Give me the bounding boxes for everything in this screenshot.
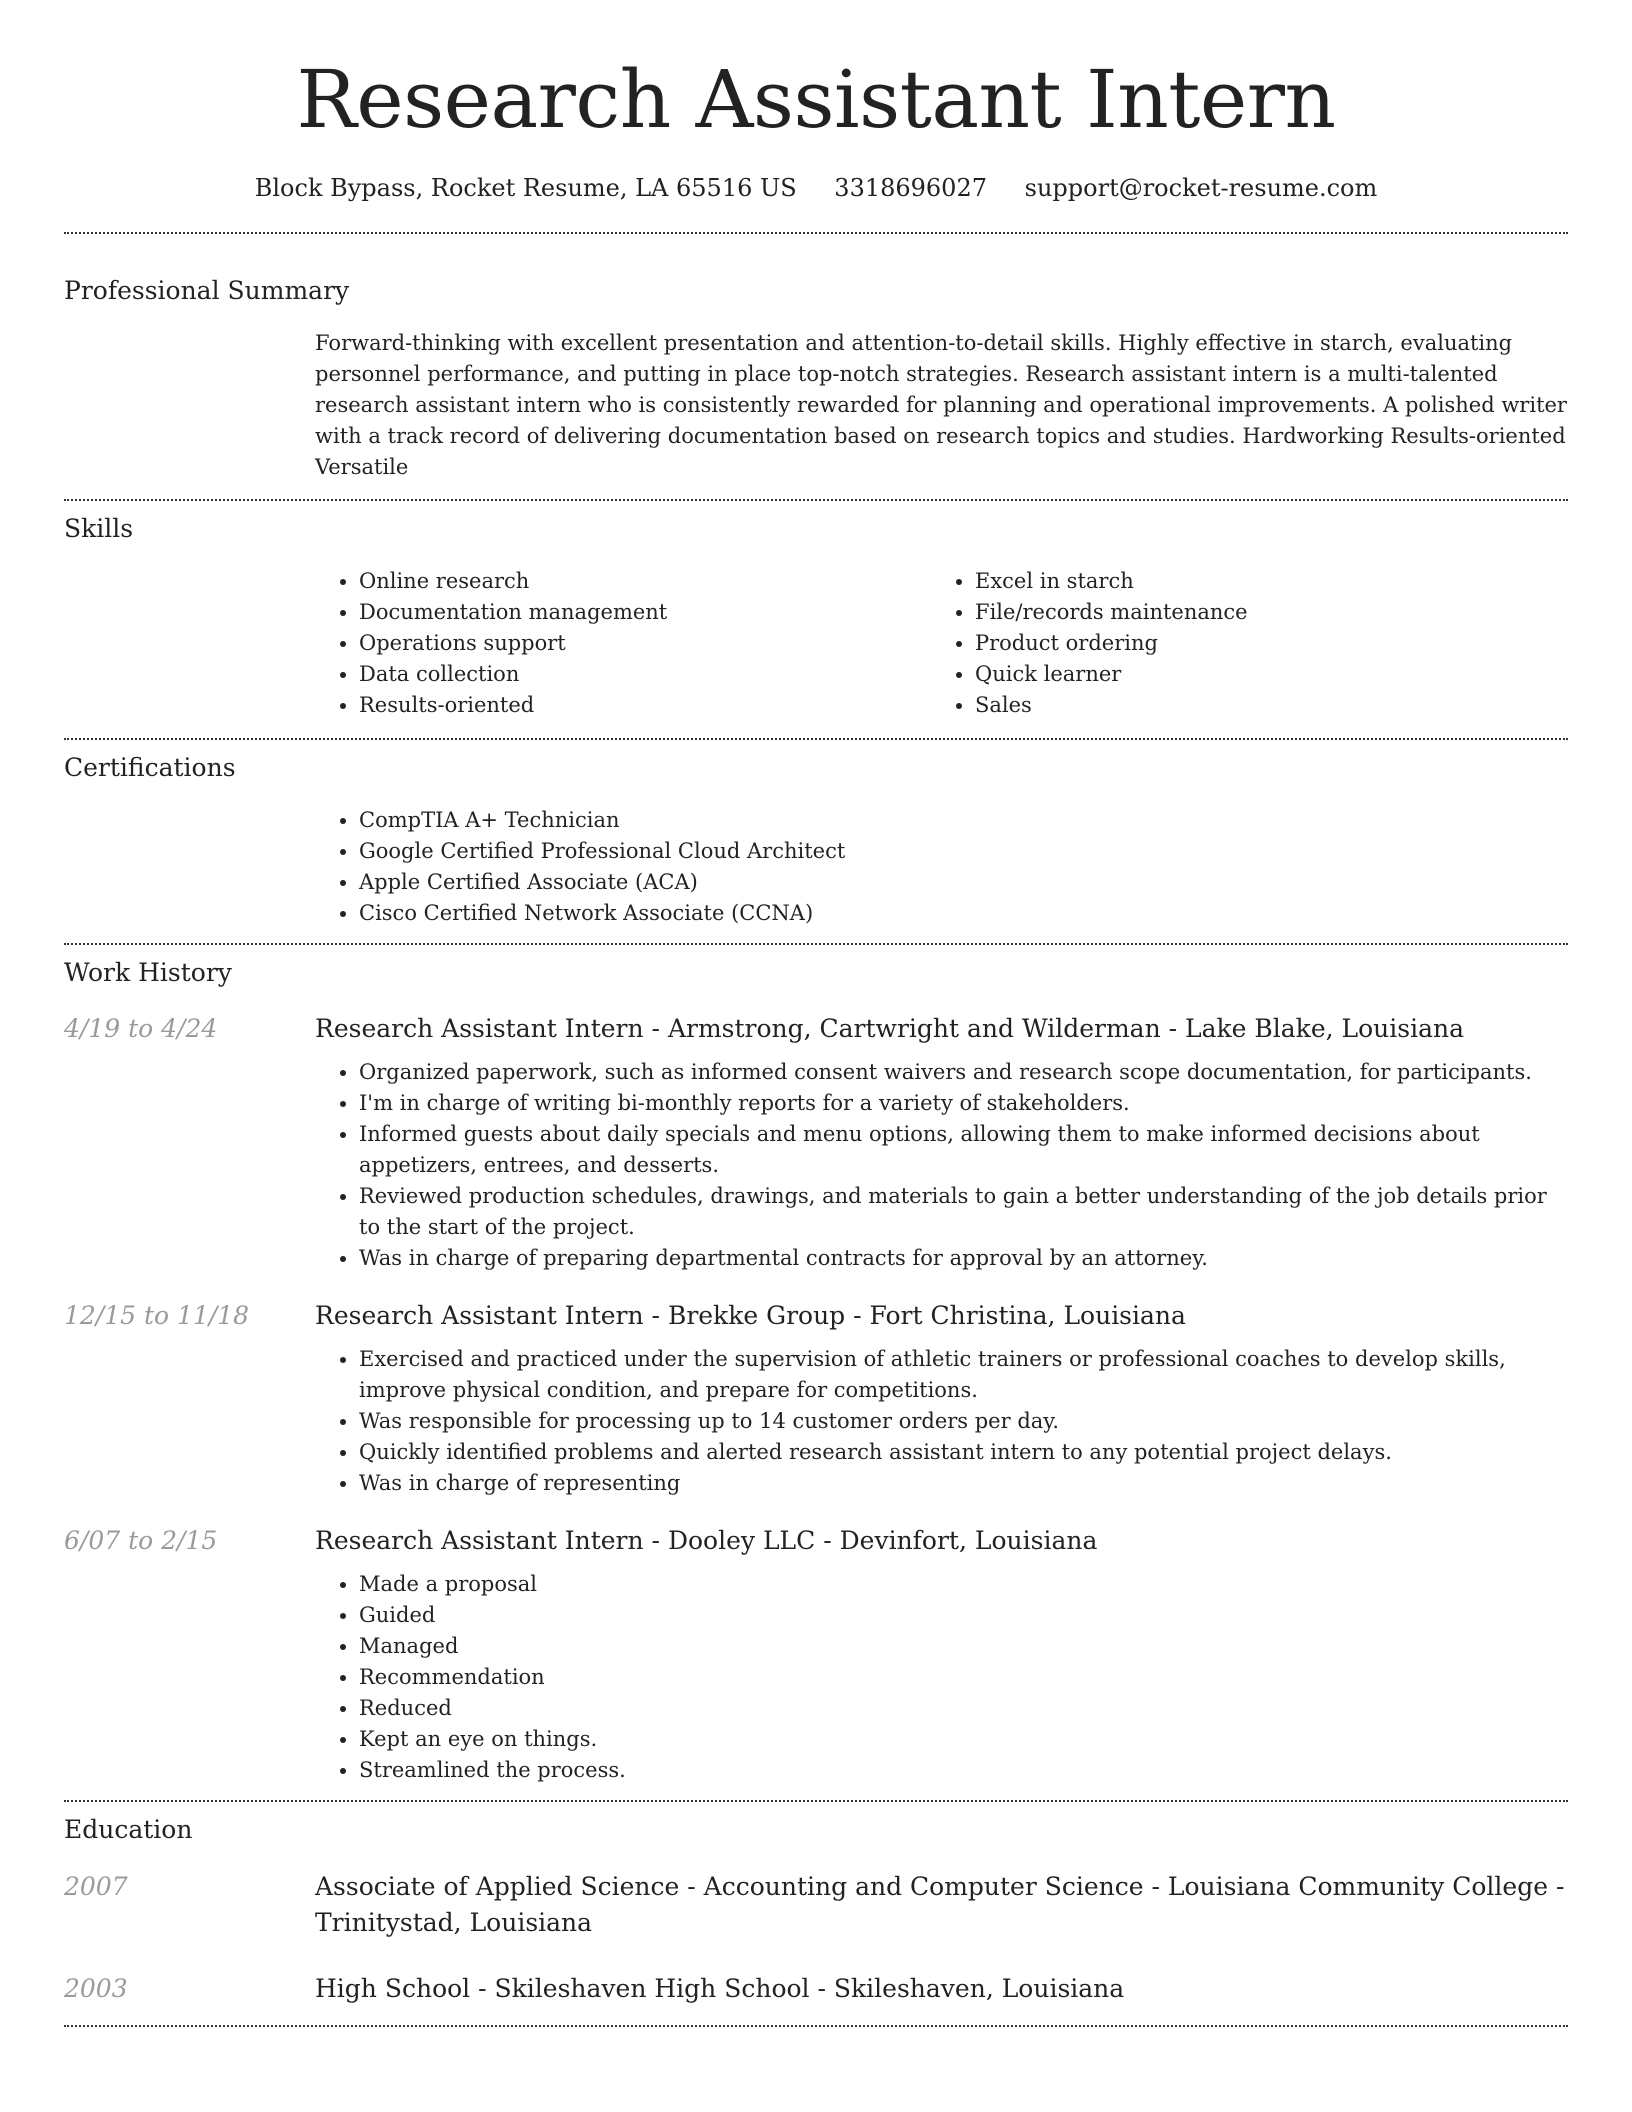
certification-item: • Apple Certified Associate (ACA) <box>359 867 1568 898</box>
job-entry <box>64 1011 1568 1274</box>
job-bullet: • I'm in charge of writing bi-monthly reports for a variety of stakeholders. <box>359 1088 1568 1119</box>
contact-line <box>64 172 1568 204</box>
job-bullet: • Reviewed production schedules, drawings, and materials to gain a better understanding of the job details prior to the start of the project. <box>359 1181 1568 1243</box>
skill-item: • Data collection <box>359 659 931 690</box>
certifications-heading: Certifications <box>64 753 236 782</box>
summary-section <box>64 234 1568 499</box>
education-details <box>315 1869 1568 1941</box>
job-bullet: • Quickly identified problems and alerted research assistant intern to any potential project delays. <box>359 1437 1568 1468</box>
job-bullet: • Was in charge of representing <box>359 1468 1568 1499</box>
job-entry <box>64 1523 1568 1786</box>
email-link[interactable]: support@rocket-resume.com <box>1024 174 1378 202</box>
job-bullet: • Organized paperwork, such as informed consent waivers and research scope documentation, for participants. <box>359 1057 1568 1088</box>
skills-column-left <box>315 566 931 721</box>
skill-item: • Quick learner <box>975 659 1547 690</box>
job-dates: 6/07 to 2/15 <box>64 1526 218 1555</box>
job-bullet: • Kept an eye on things. <box>359 1724 1568 1755</box>
job-bullet: • Was in charge of preparing departmental contracts for approval by an attorney. <box>359 1243 1568 1274</box>
work-history-heading: Work History <box>64 958 232 987</box>
skill-item: • Online research <box>359 566 931 597</box>
job-bullet: • Managed <box>359 1631 1568 1662</box>
job-bullet: • Informed guests about daily specials and menu options, allowing them to make informed decisions about appetizers, entrees, and desserts. <box>359 1119 1568 1181</box>
skill-item: • Excel in starch <box>975 566 1547 597</box>
education-year: 2007 <box>64 1872 128 1901</box>
skills-section <box>64 501 1568 738</box>
education-details <box>315 1971 1568 2007</box>
job-bullets <box>315 1057 1568 1274</box>
job-bullet: • Guided <box>359 1600 1568 1631</box>
skill-item: • Product ordering <box>975 628 1547 659</box>
certifications-section <box>64 740 1568 943</box>
skill-item: • File/records maintenance <box>975 597 1547 628</box>
job-dates: 12/15 to 11/18 <box>64 1301 250 1330</box>
skills-heading: Skills <box>64 514 134 543</box>
skill-item: • Sales <box>975 690 1547 721</box>
summary-heading: Professional Summary <box>64 276 350 305</box>
job-details <box>315 1298 1568 1499</box>
certification-item: • Google Certified Professional Cloud Architect <box>359 836 1568 867</box>
job-bullets <box>315 1569 1568 1786</box>
job-dates: 4/19 to 4/24 <box>64 1014 218 1043</box>
certifications-content <box>315 805 1568 929</box>
education-heading-line: Associate of Applied Science - Accounting and Computer Science - Louisiana Community College - Trinitystad, Louisiana <box>315 1872 1565 1937</box>
job-bullet: • Made a proposal <box>359 1569 1568 1600</box>
job-heading: Research Assistant Intern - Armstrong, Cartwright and Wilderman - Lake Blake, Louisiana <box>315 1014 1464 1043</box>
address-text: Block Bypass, Rocket Resume, LA 65516 US <box>254 174 797 202</box>
job-heading: Research Assistant Intern - Brekke Group - Fort Christina, Louisiana <box>315 1301 1186 1330</box>
job-bullets <box>315 1344 1568 1499</box>
education-entry <box>64 1971 1568 2007</box>
phone-text: 3318696027 <box>834 174 987 202</box>
education-heading: Education <box>64 1815 193 1844</box>
candidate-name: Research Assistant Intern <box>296 53 1336 146</box>
job-details <box>315 1011 1568 1274</box>
divider <box>64 2025 1568 2027</box>
skills-list-left <box>315 566 931 721</box>
skill-item: • Results-oriented <box>359 690 931 721</box>
skill-item: • Documentation management <box>359 597 931 628</box>
job-heading: Research Assistant Intern - Dooley LLC - Devinfort, Louisiana <box>315 1526 1098 1555</box>
summary-text: Forward-thinking with excellent presentation and attention-to-detail skills. Highly effective in starch, evaluating personnel performance, and putting in place top-notch strategies. Research assistant intern is a multi-talented research assistant intern who is consistently rewarded for planning and operational improvements. A polished writer with a track record of delivering documentation based on research topics and studies. Hardworking Results-oriented Versatile <box>315 331 1567 479</box>
skills-list-right <box>931 566 1547 721</box>
education-heading-line: High School - Skileshaven High School - Skileshaven, Louisiana <box>315 1974 1125 2003</box>
education-year: 2003 <box>64 1974 128 2003</box>
certifications-list <box>315 805 1568 929</box>
job-bullet: • Reduced <box>359 1693 1568 1724</box>
education-entry <box>64 1869 1568 1941</box>
skills-grid <box>315 566 1568 721</box>
job-bullet: • Exercised and practiced under the supervision of athletic trainers or professional coaches to develop skills, improve physical condition, and prepare for competitions. <box>359 1344 1568 1406</box>
certification-item: • Cisco Certified Network Associate (CCNA) <box>359 898 1568 929</box>
skills-column-right <box>931 566 1547 721</box>
skill-item: • Operations support <box>359 628 931 659</box>
education-section <box>64 1802 1568 2025</box>
work-history-section <box>64 945 1568 1800</box>
certification-item: • CompTIA A+ Technician <box>359 805 1568 836</box>
job-bullet: • Was responsible for processing up to 14 customer orders per day. <box>359 1406 1568 1437</box>
job-bullet: • Recommendation <box>359 1662 1568 1693</box>
job-entry <box>64 1298 1568 1499</box>
job-details <box>315 1523 1568 1786</box>
job-bullet: • Streamlined the process. <box>359 1755 1568 1786</box>
